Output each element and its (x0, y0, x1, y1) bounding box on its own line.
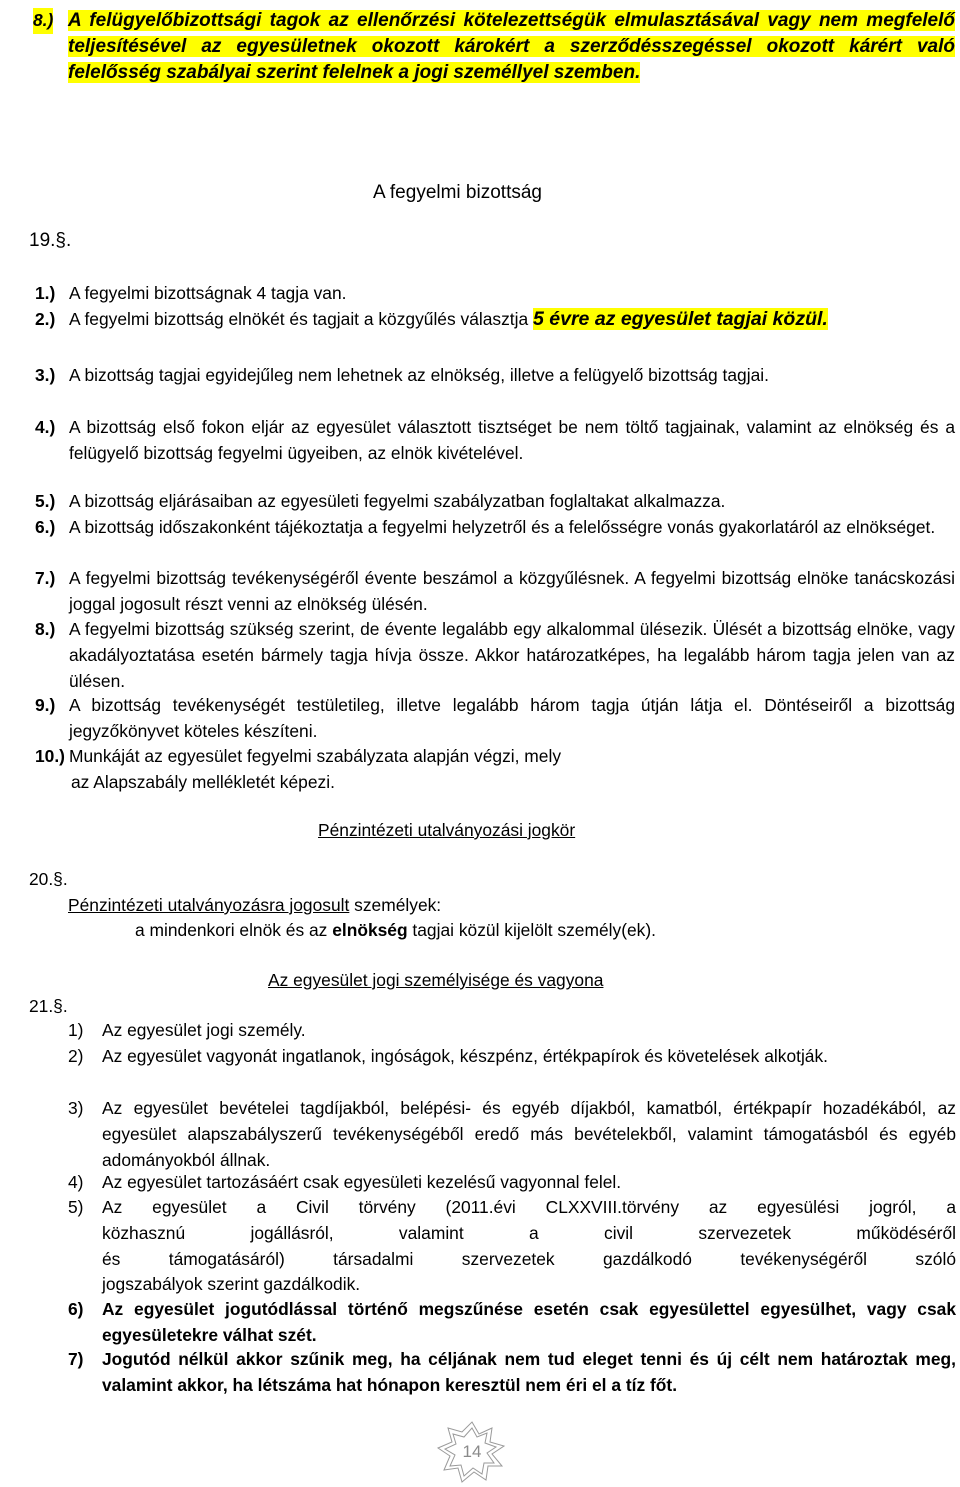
list-item (68, 1297, 956, 1349)
item-number: 8.) (35, 619, 56, 639)
list-item (35, 415, 955, 467)
list-item (68, 1195, 956, 1298)
item-text: A bizottság első fokon eljár az egyesület választott tisztséget be nem töltő tagjainak, valamint az elnökség és a felügyelő bizottság fegyelmi ügyeiben, az elnök kivételével. (69, 417, 955, 463)
item-text: A bizottság tevékenységét testületileg, illetve legalább három tagja útján látja el. Döntéseiről a bizottság jegyzőkönyvet köteles készíteni. (69, 695, 955, 741)
item-text: Az egyesület bevételei tagdíjakból, belépési- és egyéb díjakból, kamatból, értékpapír hozadékából, az egyesület alapszabályszerű tevékenységéből eredő más bevételekből, valamint támogatásból és egyéb adományokból állnak. (102, 1098, 956, 1170)
underlined-text: Pénzintézeti utalványozásra jogosult (68, 895, 350, 915)
item-number: 4.) (35, 417, 56, 437)
text: személyek: (349, 895, 442, 915)
item-number: 2.) (35, 309, 56, 329)
item-number: 3) (68, 1098, 84, 1118)
section-number-20: 20.§. (29, 869, 68, 889)
item-text: A fegyelmi bizottság tevékenységéről évente beszámol a közgyűlésnek. A fegyelmi bizottság elnöke tanácskozási joggal jogosult részt venni az elnökség ülésén. (69, 568, 955, 614)
list-item (35, 693, 955, 745)
page-number: 14 (462, 1442, 482, 1461)
item-number: 6) (68, 1299, 84, 1319)
item-text: Az egyesület tartozásáért csak egyesületi kezelésű vagyonnal felel. (102, 1172, 622, 1192)
item-number: 6.) (35, 517, 56, 537)
bold-text: elnökség (332, 920, 408, 940)
list-item (68, 1044, 956, 1070)
item-text: A fegyelmi bizottság szükség szerint, de évente legalább egy alkalommal ülésezik. Ülését a bizottság elnöke, vagy akadályoztatása esetén bármely tagja hívja össze. Akkor határozatképes, ha legalább három tagja jelen van az ülésen. (69, 619, 955, 691)
list-item (35, 307, 960, 333)
section-heading-21: Az egyesület jogi személyisége és vagyona (268, 970, 604, 990)
list-item (35, 566, 955, 618)
authorized-persons-line (68, 895, 441, 916)
paragraph-8 (33, 8, 955, 85)
highlighted-text: 5 évre az egyesület tagjai közül. (533, 308, 828, 330)
item-number: 5.) (35, 491, 56, 511)
item-number: 9.) (35, 695, 56, 715)
section-number-21: 21.§. (29, 996, 68, 1016)
item-text: Az egyesület vagyonát ingatlanok, ingóságok, készpénz, értékpapírok és követelések alkotják. (102, 1046, 829, 1066)
section-number-19: 19.§. (29, 230, 72, 251)
list-item (35, 515, 955, 541)
text: a mindenkori elnök és az (135, 920, 333, 940)
paragraph-text-wrapper (68, 8, 955, 85)
item-text: A bizottság időszakonként tájékoztatja a fegyelmi helyzetről és a felelősségre vonás gyakorlatáról az elnökséget. (69, 517, 936, 537)
list-item (68, 1347, 956, 1399)
item-number: 1) (68, 1020, 84, 1040)
item-text: A fegyelmi bizottság elnökét és tagjait a közgyűlés választja (69, 309, 529, 329)
item-text: A fegyelmi bizottságnak 4 tagja van. (69, 283, 347, 303)
item-number: 7.) (35, 568, 56, 588)
list-item (35, 363, 955, 389)
item-number: 2) (68, 1046, 84, 1066)
authorized-persons-detail (135, 920, 656, 941)
list-item (35, 617, 955, 694)
item-number: 3.) (35, 365, 56, 385)
list-item (35, 489, 955, 515)
item-text: A bizottság eljárásaiban az egyesületi fegyelmi szabályzatban foglaltakat alkalmazza. (69, 491, 726, 511)
item-body (69, 307, 960, 333)
list-item (68, 1170, 956, 1196)
text: tagjai közül kijelölt személy(ek). (407, 920, 656, 940)
section-heading-19: A fegyelmi bizottság (373, 182, 542, 203)
item-text: Az egyesület jogi személy. (102, 1020, 306, 1040)
paragraph-text: A felügyelőbizottsági tagok az ellenőrzési kötelezettségük elmulasztásával vagy nem megfelelő teljesítésével az egyesületnek okozott károkért a szerződésszegéssel okozott kárért való felelősség szabályai szerint felelnek a jogi személlyel szemben. (68, 10, 955, 83)
item-text: Jogutód nélkül akkor szűnik meg, ha céljának nem tud eleget tenni és új célt nem határoztak meg, valamint akkor, ha létszáma hat hónapon keresztül nem éri el a tíz főt. (102, 1349, 956, 1395)
list-item (35, 281, 955, 307)
item-text: Az egyesület jogutódlással történő megszűnése esetén csak egyesülettel egyesülhet, vagy csak egyesületekre válhat szét. (102, 1299, 956, 1345)
item-number: 1.) (35, 283, 56, 303)
list-item (35, 744, 955, 796)
item-number: 7) (68, 1349, 84, 1369)
item-text: Munkáját az egyesület fegyelmi szabályzata alapján végzi, mely (69, 746, 562, 766)
item-text: A bizottság tagjai egyidejűleg nem lehetnek az elnökség, illetve a felügyelő bizottság tagjai. (69, 365, 769, 385)
list-item (68, 1096, 956, 1173)
item-text: és támogatásáról) társadalmi szervezetek gazdálkodó tevékenységéről szóló (102, 1248, 956, 1269)
item-text: Az egyesület a Civil törvény (2011.évi CLXXVIII.törvény az egyesülési jogról, a (102, 1197, 956, 1217)
item-number: 10.) (35, 746, 65, 766)
item-text: az Alapszabály mellékletét képezi. (71, 771, 335, 792)
paragraph-number: 8.) (33, 8, 53, 34)
item-text: jogszabályok szerint gazdálkodik. (102, 1274, 361, 1295)
item-number: 4) (68, 1172, 84, 1192)
item-text: közhasznú jogállásról, valamint a civil szervezetek működéséről (102, 1222, 956, 1243)
item-number: 5) (68, 1197, 84, 1217)
page-number-badge (432, 1418, 512, 1486)
section-heading-20: Pénzintézeti utalványozási jogkör (318, 820, 576, 840)
list-item (68, 1018, 956, 1044)
